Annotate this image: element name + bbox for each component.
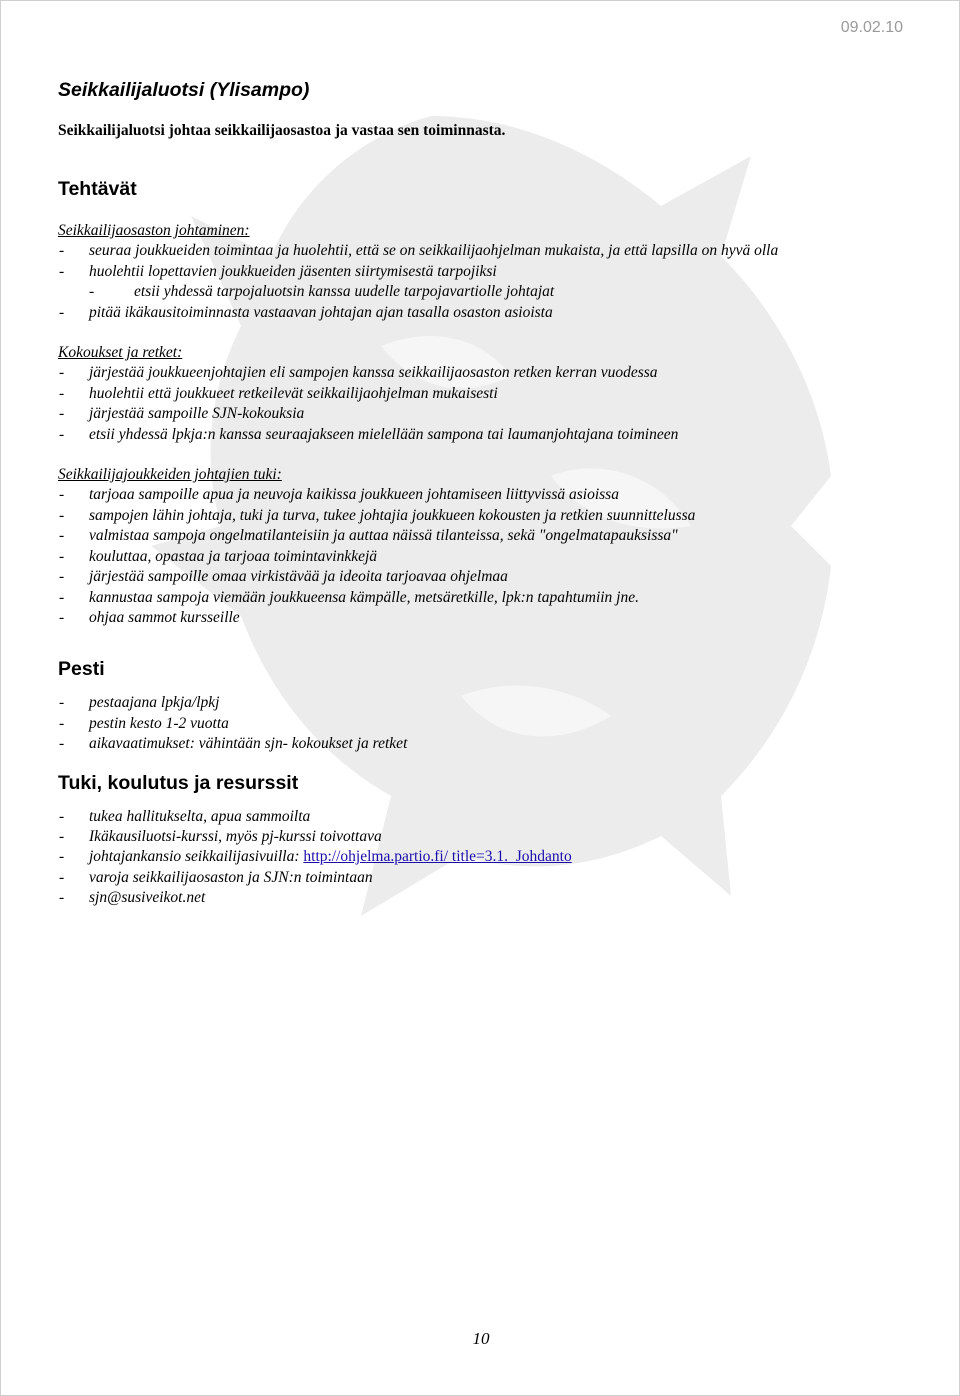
list-item: - järjestää joukkueenjohtajien eli sampojen kanssa seikkailijaosaston retken kerran vuodessa	[58, 363, 918, 383]
list-item: - tukea hallitukselta, apua sammoilta	[58, 807, 918, 827]
list-item: - huolehtii että joukkueet retkeilevät seikkailijaohjelman mukaisesti	[58, 384, 918, 404]
kokoukset-list	[58, 363, 918, 445]
list-item: - etsii yhdessä tarpojaluotsin kanssa uudelle tarpojavartiolle johtajat	[58, 282, 918, 302]
list-item: - pestin kesto 1-2 vuotta	[58, 714, 918, 734]
tuki-heading: Tuki, koulutus ja resurssit	[58, 771, 299, 794]
pesti-list	[58, 693, 918, 754]
list-item: - järjestää sampoille omaa virkistävää ja ideoita tarjoavaa ohjelmaa	[58, 567, 918, 587]
document-date: 09.02.10	[840, 19, 903, 36]
section-title-johtajien-tuki: Seikkailijajoukkeiden johtajien tuki:	[58, 466, 282, 484]
list-item: - Ikäkausiluotsi-kurssi, myös pj-kurssi toivottava	[58, 827, 918, 847]
list-item: - seuraa joukkueiden toimintaa ja huolehtii, että se on seikkailijaohjelman mukaista, ja että lapsilla on hyvä olla	[58, 241, 918, 261]
list-item: - kouluttaa, opastaa ja tarjoaa toimintavinkkejä	[58, 547, 918, 567]
list-item: - valmistaa sampoja ongelmatilanteisiin ja auttaa näissä tilanteissa, sekä "ongelmatapauksissa"	[58, 526, 918, 546]
list-item: - ohjaa sammot kursseille	[58, 608, 918, 628]
list-item: - kannustaa sampoja viemään joukkueensa kämpälle, metsäretkille, lpk:n tapahtumiin jne.	[58, 588, 918, 608]
johtajankansio-link[interactable]: http://ohjelma.partio.fi/ title=3.1._Johdanto	[303, 848, 572, 866]
list-item: - etsii yhdessä lpkja:n kanssa seuraajakseen mielellään sampona tai laumanjohtajana toimineen	[58, 425, 918, 445]
tasks-heading: Tehtävät	[58, 178, 137, 200]
list-item: - pitää ikäkausitoiminnasta vastaavan johtajan ajan tasalla osaston asioista	[58, 303, 918, 323]
page-number: 10	[472, 1329, 490, 1348]
pesti-heading: Pesti	[58, 658, 105, 681]
list-item: - pestaajana lpkja/lpkj	[58, 693, 918, 713]
list-item: - aikavaatimukset: vähintään sjn- kokoukset ja retket	[58, 734, 918, 754]
document-content	[58, 79, 918, 909]
list-item-with-link	[58, 847, 918, 867]
list-item: - tarjoaa sampoille apua ja neuvoja kaikissa joukkueen johtamiseen liittyvissä asioissa	[58, 485, 918, 505]
list-item: - huolehtii lopettavien joukkueiden jäsenten siirtymisestä tarpojiksi	[58, 262, 918, 282]
johtajien-tuki-list	[58, 485, 918, 628]
document-title: Seikkailijaluotsi (Ylisampo)	[58, 79, 310, 101]
section-title-kokoukset-ja-retket: Kokoukset ja retket:	[58, 344, 183, 362]
intro-paragraph: Seikkailijaluotsi johtaa seikkailijaosastoa ja vastaa sen toiminnasta.	[58, 122, 506, 139]
list-item: - järjestää sampoille SJN-kokouksia	[58, 404, 918, 424]
section-title-osaston-johtaminen: Seikkailijaosaston johtaminen:	[58, 222, 250, 239]
list-item: - varoja seikkailijaosaston ja SJN:n toimintaan	[58, 868, 918, 888]
list-item-text: johtajankansio seikkailijasivuilla:	[89, 848, 304, 866]
list-item: - sjn@susiveikot.net	[58, 888, 918, 908]
list-item: - sampojen lähin johtaja, tuki ja turva, tukee johtajia joukkueen kokousten ja retkien suunnittelussa	[58, 506, 918, 526]
osaston-johtaminen-list	[58, 241, 918, 323]
tuki-list	[58, 807, 918, 909]
